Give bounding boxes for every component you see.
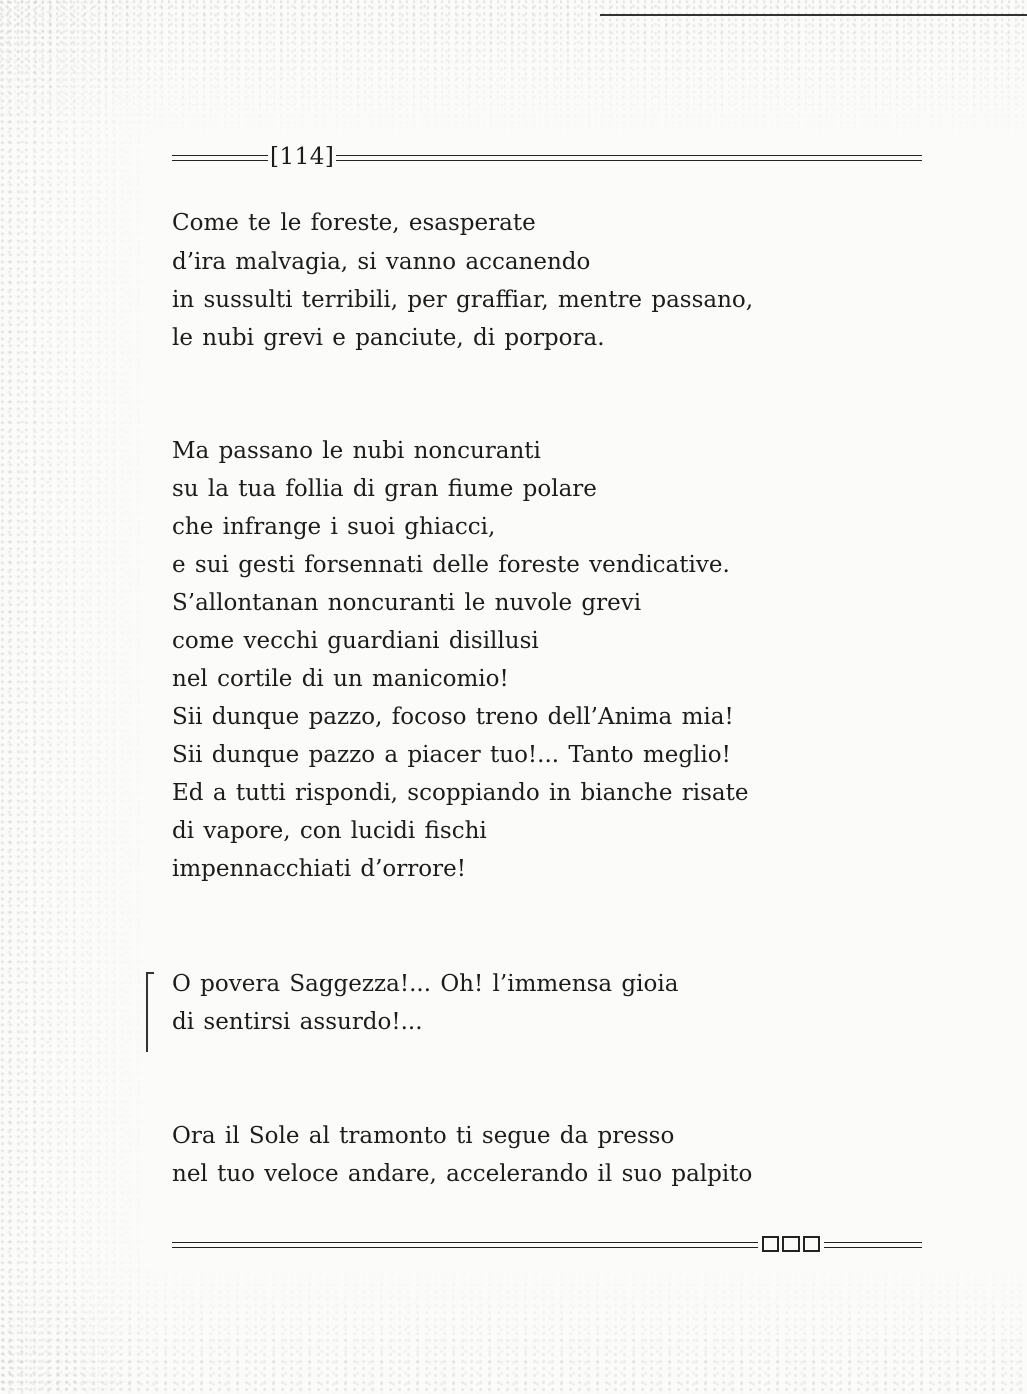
poem-line: Sii dunque pazzo a piacer tuo!... Tanto meglio! bbox=[172, 742, 731, 768]
poem-line: le nubi grevi e panciute, di porpora. bbox=[172, 325, 605, 351]
poem-line: Ed a tutti rispondi, scoppiando in bianche risate bbox=[172, 780, 749, 806]
page-header bbox=[172, 146, 922, 170]
poem-line: nel tuo veloce andare, accelerando il suo palpito bbox=[172, 1161, 753, 1187]
poem-line: di vapore, con lucidi fischi bbox=[172, 818, 487, 844]
poem-line: di sentirsi assurdo!... bbox=[172, 1009, 423, 1035]
scan-noise-left bbox=[0, 0, 160, 1394]
margin-bracket bbox=[146, 972, 148, 1052]
top-edge-line bbox=[600, 14, 1027, 16]
poem-line: e sui gesti forsennati delle foreste vendicative. bbox=[172, 552, 730, 578]
poem-line: d’ira malvagia, si vanno accanendo bbox=[172, 249, 591, 275]
poem-line: S’allontanan noncuranti le nuvole grevi bbox=[172, 590, 642, 616]
poem-line: in sussulti terribili, per graffiar, mentre passano, bbox=[172, 287, 754, 313]
poem-line: su la tua follia di gran fiume polare bbox=[172, 476, 597, 502]
margin-bracket-tick bbox=[146, 972, 154, 974]
scan-noise-bottom bbox=[0, 1260, 1027, 1394]
poem-line: impennacchiati d’orrore! bbox=[172, 856, 466, 882]
footer-ornament bbox=[762, 1236, 820, 1252]
poem-line: che infrange i suoi ghiacci, bbox=[172, 514, 496, 540]
poem-line: nel cortile di un manicomio! bbox=[172, 666, 509, 692]
header-rule-right bbox=[336, 155, 922, 161]
header-rule-left bbox=[172, 155, 268, 161]
poem-line: Ma passano le nubi noncuranti bbox=[172, 438, 541, 464]
page-footer bbox=[172, 1233, 922, 1257]
ornament-box bbox=[762, 1236, 779, 1252]
page-number: [114] bbox=[270, 144, 335, 170]
ornament-box bbox=[803, 1236, 820, 1252]
poem-line: Ora il Sole al tramonto ti segue da presso bbox=[172, 1123, 675, 1149]
poem-line: O povera Saggezza!... Oh! l’immensa gioia bbox=[172, 971, 679, 997]
ornament-box bbox=[782, 1236, 799, 1252]
footer-rule-right bbox=[824, 1242, 922, 1248]
poem-line: Come te le foreste, esasperate bbox=[172, 210, 536, 236]
poem-line: Sii dunque pazzo, focoso treno dell’Anima mia! bbox=[172, 704, 734, 730]
poem-line: come vecchi guardiani disillusi bbox=[172, 628, 539, 654]
scan-noise-top bbox=[0, 0, 1027, 140]
footer-rule-left bbox=[172, 1242, 758, 1248]
